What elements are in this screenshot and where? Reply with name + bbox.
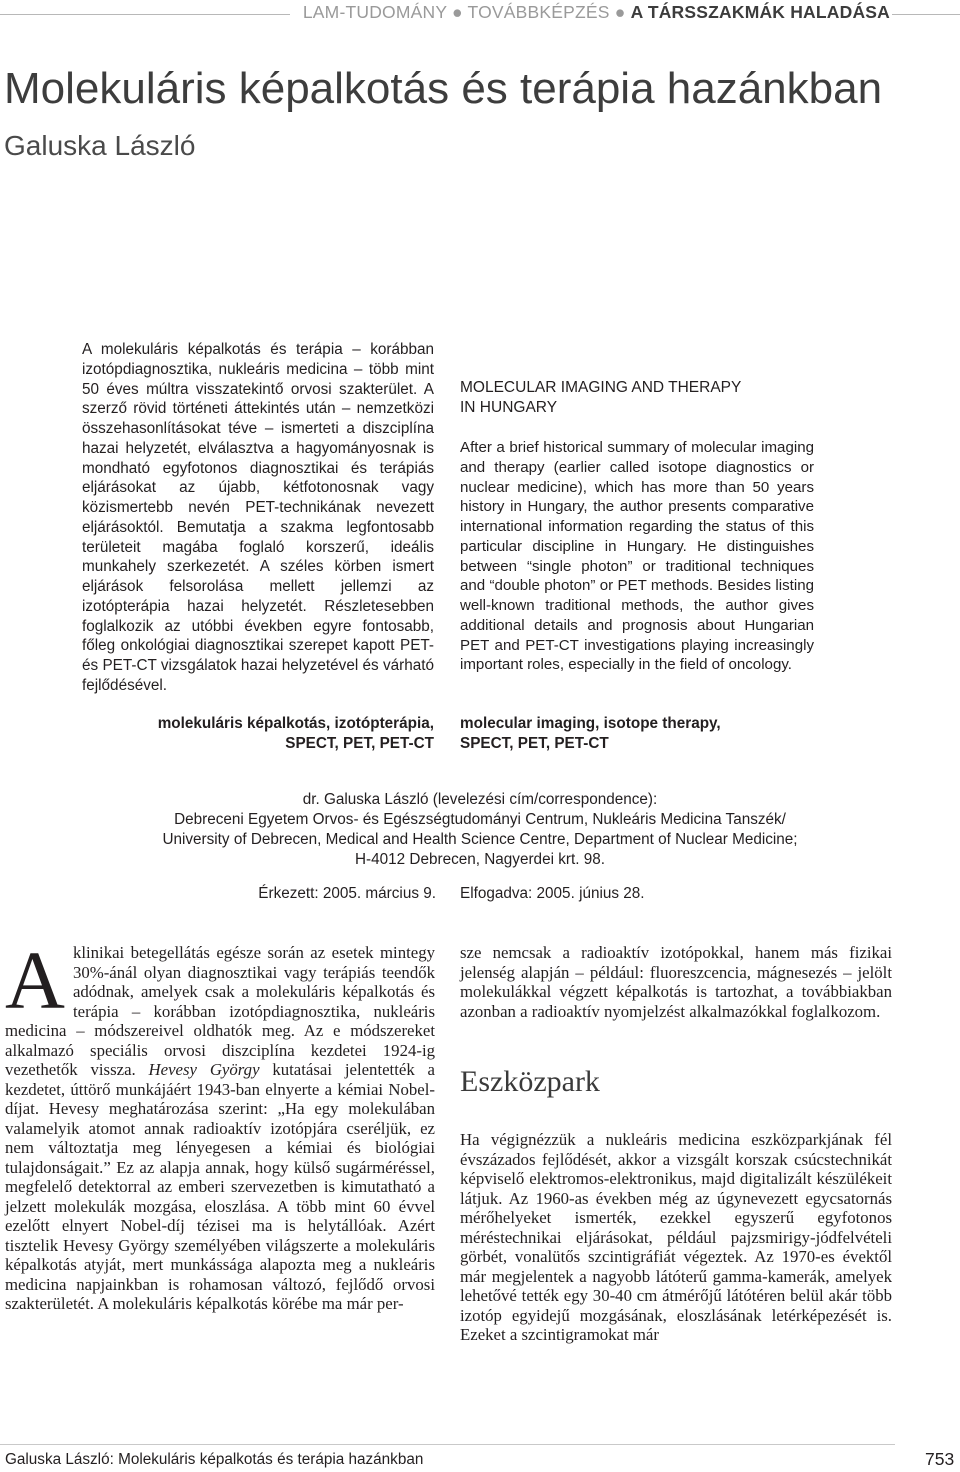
section-heading: Eszközpark bbox=[460, 1065, 600, 1098]
keywords-hungarian-line-1: molekuláris képalkotás, izotópterápia, bbox=[157, 715, 434, 732]
body-paragraph-1-rest: kutatásai jelentették a kezdetet, úttörő munkájáért 1943-ban elnyerte a kémiai Nobel-díjat. Hevesy meghatározása szerint: „Ha egy molekulában valamelyik atomot annak radioaktív izotópjára cseréljük, ez nem változtatja meg lényegesen a kémiai és biológiai tulajdonságait.” Ez az alapja annak, hogy külső sugárméréssel, megfelelő detektorral az emberi szervezetben is kimutatható a jelzett molekulák mozgása, eloszlása. A több mint 60 évvel ezelőtt elnyert Nobel-díj tézisei ma is helytállóak. Azért tisztelik Hevesy György személyében világszerte a molekuláris képalkotás atyját, mert munkássága alapozta meg a nukleáris medicina napjainkban is rohamosan változó, fejlődő orvosi szakterületét. A molekuláris képalkotás körébe ma már per- bbox=[5, 1060, 435, 1313]
accepted-date: Elfogadva: 2005. június 28. bbox=[460, 885, 645, 902]
header-rule-left bbox=[0, 14, 290, 15]
article-author: Galuska László bbox=[4, 130, 196, 161]
drop-cap: A bbox=[5, 934, 65, 1026]
body-paragraph-2: sze nemcsak a radioaktív izotópokkal, hanem más fizikai jelenség alapján – például: fluoreszcencia, mágnesezés – jelölt molekulákkal végzett képalkotás is tartozhat, a továbbiakban azonban a radioaktív nyomjelzést alkalmazókkal foglalkozom. bbox=[460, 943, 892, 1021]
keywords-english-line-1: molecular imaging, isotope therapy, bbox=[460, 715, 721, 732]
body-paragraph-3: Ha végignézzük a nukleáris medicina eszközparkjának fél évszázados fejlődését, akkor a vizsgált korszak csúcstechnikát képviselő elektromos-elektronikus, majd digitalizált készülékeit látjuk. Az 1960-as években még az úgynevezett egycsatornás mérőhelyeket ismerték, ezekkel egyszerű egyfotonos méréstechnikai eljárásokat, például pajzsmirigy-jódfelvételi görbét, vonalütős szcintigráfiát végeztek. Az 1970-es évektől már megjelentek a nagyobb látóterű gamma-kamerák, amelyek lehetővé tették egy 30-40 cm átmérőjű látótéren belül akár több izotóp egyidejű mozgásának, eloszlásának letérképezését is. Ezeket a szcintigramokat már bbox=[460, 1130, 892, 1344]
body-paragraph-1-start: klinikai betegellátás egésze során az esetek mintegy 30%-ánál olyan diagnosztikai vagy terápiás teendők adódnak, amelyek csak a molekuláris képalkotás és terápia – korábban izotópdiagnosztika, nukleáris medicina – módszereivel oldhatók meg. Az e módszereket alkalmazó speciális orvosi diszciplína kezdetei 1924-ig vezethetők vissza. bbox=[5, 943, 435, 1079]
header-part-3: A TÁRSSZAKMÁK HALADÁSA bbox=[630, 2, 890, 22]
header-part-2: TOVÁBBKÉPZÉS bbox=[467, 2, 610, 22]
received-date: Érkezett: 2005. március 9. bbox=[258, 885, 436, 902]
header-part-1: LAM-TUDOMÁNY bbox=[302, 2, 447, 22]
correspondence-address: H-4012 Debrecen, Nagyerdei krt. 98. bbox=[355, 851, 605, 868]
abstract-english bbox=[460, 378, 814, 675]
keywords-hungarian-line-2: SPECT, PET, PET-CT bbox=[285, 734, 434, 752]
footer-rule bbox=[0, 1444, 895, 1445]
correspondence-block bbox=[40, 790, 920, 870]
article-title: Molekuláris képalkotás és terápia hazánkban bbox=[4, 64, 883, 113]
abstract-english-title: MOLECULAR IMAGING AND THERAPY IN HUNGARY bbox=[460, 379, 742, 416]
correspondence-institution-en: University of Debrecen, Medical and Health Science Centre, Department of Nuclear Medicine; bbox=[162, 831, 798, 848]
page-number: 753 bbox=[925, 1449, 955, 1469]
correspondence-institution-hu: Debreceni Egyetem Orvos- és Egészségtudományi Centrum, Nukleáris Medicina Tanszék/ bbox=[174, 811, 786, 828]
abstract-english-text: After a brief historical summary of molecular imaging and therapy (earlier called isotope diagnostics or nuclear medicine), which has more than 50 years history in Hungary, the author presents comparative international information regarding the status of this particular discipline in Hungary. He distinguishes between “single photon” or traditional techniques and “double photon” or PET methods. Besides listing well-known traditional methods, the author gives additional details and prognosis about Hungarian PET and PET-CT investigations playing increasingly important roles, especially in the field of oncology. bbox=[460, 439, 814, 674]
bullet-separator-2: ● bbox=[614, 2, 626, 22]
header-rule-right bbox=[892, 14, 960, 15]
bullet-separator-1: ● bbox=[451, 2, 463, 22]
abstract-hungarian-text: A molekuláris képalkotás és terápia – korábban izotópdiagnosztika, nukleáris medicina – több mint 50 éves múltra visszatekintő orvosi szakterület. A szerző rövid történeti áttekintés után – nemzetközi összehasonlításokat téve – ismerteti a diszciplína hazai helyzetét, elválasztva a hagyományosnak is mondható egyfotonos diagnosztikai és terápiás eljárásokat az újabb, kétfotonosnak vagy közismertebb nevén PET-technikának nevezett eljárásoktól. Bemutatja a szakma legfontosabb területeit magába foglaló korszerű, ideális munkahely szerkezetét. A széles körben ismert eljárások felsorolása mellett jellemzi az izotópterápia hazai helyzetét. Részletesebben foglalkozik az utóbbi években egyre fontosabb, főleg onkológiai diagnosztikai szerepet kapott PET- és PET-CT vizsgálatok hazai helyzetével és várható fejlődésével. bbox=[82, 341, 434, 694]
footer-running-title: Galuska László: Molekuláris képalkotás és terápia hazánkban bbox=[5, 1451, 424, 1468]
body-column-left bbox=[5, 934, 435, 1314]
correspondence-name: dr. Galuska László (levelezési cím/correspondence): bbox=[302, 791, 658, 808]
journal-section-header bbox=[298, 2, 890, 23]
body-column-right bbox=[460, 943, 892, 1345]
abstract-hungarian bbox=[82, 340, 434, 696]
keywords-english bbox=[460, 714, 814, 754]
keywords-hungarian bbox=[82, 714, 434, 754]
person-name-hevesy: Hevesy György bbox=[148, 1060, 260, 1079]
keywords-english-line-2: SPECT, PET, PET-CT bbox=[460, 734, 609, 752]
